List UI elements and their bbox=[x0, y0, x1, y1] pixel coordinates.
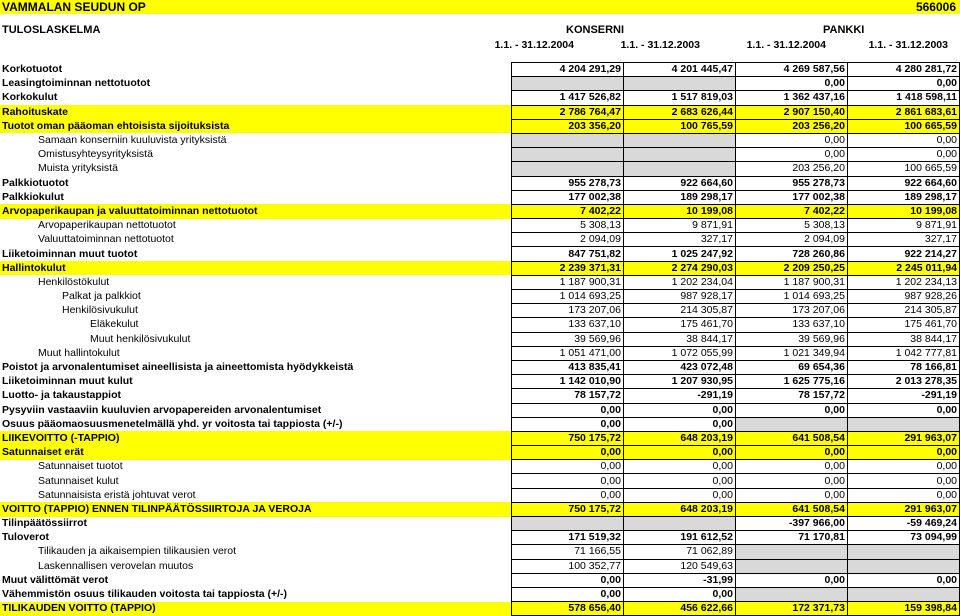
row-value bbox=[847, 545, 959, 559]
table-row bbox=[0, 247, 960, 261]
row-value: 120 549,63 bbox=[623, 559, 735, 573]
table-row bbox=[0, 531, 960, 545]
table-row bbox=[0, 346, 960, 360]
bank-code: 566006 bbox=[915, 0, 956, 14]
period-header: 1.1. - 31.12.2004 bbox=[746, 39, 826, 51]
row-label: Liiketoiminnan muut tuotot bbox=[2, 247, 138, 260]
row-label: Satunnaiset kulut bbox=[38, 474, 119, 487]
group-konserni: KONSERNI bbox=[566, 24, 625, 36]
row-value: 133 637,10 bbox=[735, 318, 847, 332]
row-value: 327,17 bbox=[847, 233, 959, 247]
table-row bbox=[0, 105, 960, 119]
row-value bbox=[511, 162, 623, 176]
table-row bbox=[0, 304, 960, 318]
row-value: 69 654,36 bbox=[735, 360, 847, 374]
row-label: Korkotuotot bbox=[2, 63, 63, 76]
row-value: 7 402,22 bbox=[511, 204, 623, 218]
row-value: 39 569,96 bbox=[735, 332, 847, 346]
row-value: 1 202 234,13 bbox=[847, 275, 959, 289]
row-label: Henkilöstökulut bbox=[38, 275, 110, 288]
table-row bbox=[0, 77, 960, 91]
row-value: 175 461,70 bbox=[623, 318, 735, 332]
row-value: -59 469,24 bbox=[847, 517, 959, 531]
row-label: Tuloverot bbox=[2, 531, 50, 544]
row-value: 1 014 693,25 bbox=[511, 290, 623, 304]
row-value: 203 256,20 bbox=[735, 162, 847, 176]
table-row bbox=[0, 573, 960, 587]
row-label: Arvopaperikaupan nettotuotot bbox=[38, 219, 176, 232]
row-label: Samaan konserniin kuuluvista yrityksistä bbox=[38, 134, 227, 147]
row-value: 1 517 819,03 bbox=[623, 91, 735, 105]
row-value: 38 844,17 bbox=[847, 332, 959, 346]
row-value: 0,00 bbox=[847, 133, 959, 147]
row-value: 78 166,81 bbox=[847, 360, 959, 374]
row-value: 648 203,19 bbox=[623, 431, 735, 445]
row-value: 191 612,52 bbox=[623, 531, 735, 545]
table-row bbox=[0, 290, 960, 304]
row-value: 189 298,17 bbox=[623, 190, 735, 204]
row-value: 456 622,66 bbox=[623, 602, 735, 616]
row-value: 1 014 693,25 bbox=[735, 290, 847, 304]
row-value: 0,00 bbox=[623, 587, 735, 601]
row-value: 4 204 291,29 bbox=[511, 63, 623, 77]
row-label: Satunnaisista eristä johtuvat verot bbox=[38, 488, 196, 501]
row-label: Tilikauden ja aikaisempien tilikausien verot bbox=[38, 545, 237, 558]
row-value: 0,00 bbox=[511, 474, 623, 488]
row-value: 955 278,73 bbox=[735, 176, 847, 190]
table-row bbox=[0, 502, 960, 516]
row-value: 2 786 764,47 bbox=[511, 105, 623, 119]
row-label: Muista yrityksistä bbox=[38, 162, 118, 175]
row-label: Pysyviin vastaaviin kuuluvien arvopapereiden arvonalentumiset bbox=[2, 403, 322, 416]
table-row bbox=[0, 233, 960, 247]
row-label: Liiketoiminnan muut kulut bbox=[2, 375, 133, 388]
row-value: 2 013 278,35 bbox=[847, 375, 959, 389]
row-value: 0,00 bbox=[735, 77, 847, 91]
row-value: 203 356,20 bbox=[511, 119, 623, 133]
row-label: VOITTO (TAPPIO) ENNEN TILINPÄÄTÖSSIIRTOJA JA VEROJA bbox=[0, 502, 511, 516]
row-value: 0,00 bbox=[511, 403, 623, 417]
row-value: 172 371,73 bbox=[735, 602, 847, 616]
row-value: 0,00 bbox=[623, 403, 735, 417]
row-value: 173 207,06 bbox=[735, 304, 847, 318]
table-row bbox=[0, 417, 960, 431]
row-value bbox=[623, 162, 735, 176]
row-label: TILIKAUDEN VOITTO (TAPPIO) bbox=[0, 602, 511, 616]
table-row bbox=[0, 148, 960, 162]
row-value: 0,00 bbox=[623, 488, 735, 502]
group-pankki: PANKKI bbox=[823, 24, 865, 36]
row-value bbox=[623, 148, 735, 162]
table-row bbox=[0, 190, 960, 204]
row-value bbox=[847, 559, 959, 573]
row-value: 728 260,86 bbox=[735, 247, 847, 261]
row-label: Palkkiotuotot bbox=[2, 176, 69, 189]
row-label: Satunnaiset tuotot bbox=[38, 460, 123, 473]
row-value: 0,00 bbox=[511, 417, 623, 431]
row-label: Vähemmistön osuus tilikauden voitosta tai tappiosta (+/-) bbox=[2, 588, 288, 601]
row-value: 4 280 281,72 bbox=[847, 63, 959, 77]
row-value: 648 203,19 bbox=[623, 502, 735, 516]
table-row bbox=[0, 375, 960, 389]
row-value: 5 308,13 bbox=[735, 219, 847, 233]
row-value: 1 042 777,81 bbox=[847, 346, 959, 360]
row-value: 1 207 930,95 bbox=[623, 375, 735, 389]
row-value: -397 966,00 bbox=[735, 517, 847, 531]
table-row bbox=[0, 204, 960, 218]
table-row bbox=[0, 517, 960, 531]
row-value: 987 928,26 bbox=[847, 290, 959, 304]
table-row bbox=[0, 133, 960, 147]
row-value: 4 201 445,47 bbox=[623, 63, 735, 77]
row-value: 2 239 371,31 bbox=[511, 261, 623, 275]
row-value: 78 157,72 bbox=[735, 389, 847, 403]
row-value: 1 021 349,94 bbox=[735, 346, 847, 360]
row-value: 922 214,27 bbox=[847, 247, 959, 261]
row-value: 641 508,54 bbox=[735, 431, 847, 445]
row-value: 0,00 bbox=[847, 474, 959, 488]
row-value bbox=[511, 133, 623, 147]
income-statement-table bbox=[0, 62, 960, 616]
row-value: 175 461,70 bbox=[847, 318, 959, 332]
row-value: 2 274 290,03 bbox=[623, 261, 735, 275]
row-label: Satunnaiset erät bbox=[0, 446, 511, 460]
row-value: 0,00 bbox=[847, 77, 959, 91]
row-value: 10 199,08 bbox=[623, 204, 735, 218]
row-value: 7 402,22 bbox=[735, 204, 847, 218]
period-header: 1.1. - 31.12.2003 bbox=[868, 39, 948, 51]
row-value: 2 094,09 bbox=[511, 233, 623, 247]
row-value: 0,00 bbox=[735, 474, 847, 488]
row-value: 0,00 bbox=[847, 460, 959, 474]
table-row bbox=[0, 446, 960, 460]
row-value: 0,00 bbox=[735, 133, 847, 147]
row-value: 100 665,59 bbox=[847, 119, 959, 133]
row-value bbox=[511, 148, 623, 162]
table-row bbox=[0, 488, 960, 502]
row-value: 71 166,55 bbox=[511, 545, 623, 559]
row-value: 1 051 471,00 bbox=[511, 346, 623, 360]
row-value: 10 199,08 bbox=[847, 204, 959, 218]
row-value: 578 656,40 bbox=[511, 602, 623, 616]
table-row bbox=[0, 63, 960, 77]
row-value bbox=[511, 77, 623, 91]
row-value: 0,00 bbox=[735, 403, 847, 417]
row-value: 0,00 bbox=[847, 488, 959, 502]
row-label: Muut hallintokulut bbox=[38, 346, 120, 359]
table-row bbox=[0, 162, 960, 176]
row-value: 100 665,59 bbox=[847, 162, 959, 176]
row-value bbox=[735, 417, 847, 431]
row-value bbox=[623, 517, 735, 531]
row-value: 1 187 900,31 bbox=[735, 275, 847, 289]
table-row bbox=[0, 176, 960, 190]
row-value: 1 362 437,16 bbox=[735, 91, 847, 105]
row-value: 2 683 626,44 bbox=[623, 105, 735, 119]
row-value: 177 002,38 bbox=[735, 190, 847, 204]
row-value: 0,00 bbox=[847, 148, 959, 162]
row-value: 9 871,91 bbox=[847, 219, 959, 233]
row-label: Omistusyhteysyrityksistä bbox=[38, 148, 153, 161]
row-value: 78 157,72 bbox=[511, 389, 623, 403]
row-value: 750 175,72 bbox=[511, 502, 623, 516]
row-value: 2 094,09 bbox=[735, 233, 847, 247]
row-label: Arvopaperikaupan ja valuuttatoiminnan nettotuotot bbox=[0, 204, 511, 218]
row-label: Valuuttatoiminnan nettotuotot bbox=[38, 233, 174, 246]
table-row bbox=[0, 474, 960, 488]
row-value: 1 187 900,31 bbox=[511, 275, 623, 289]
row-value: 203 256,20 bbox=[735, 119, 847, 133]
table-row bbox=[0, 360, 960, 374]
row-value: 750 175,72 bbox=[511, 431, 623, 445]
row-value: 0,00 bbox=[511, 446, 623, 460]
row-value: 2 245 011,94 bbox=[847, 261, 959, 275]
table-row bbox=[0, 559, 960, 573]
row-value: 0,00 bbox=[623, 460, 735, 474]
row-value: 423 072,48 bbox=[623, 360, 735, 374]
row-value: 2 907 150,40 bbox=[735, 105, 847, 119]
row-value: 4 269 587,56 bbox=[735, 63, 847, 77]
row-value: 1 202 234,04 bbox=[623, 275, 735, 289]
row-value: 71 062,89 bbox=[623, 545, 735, 559]
header-bar bbox=[0, 0, 960, 14]
row-label: Poistot ja arvonalentumiset aineellisista ja aineettomista hyödykkeistä bbox=[2, 361, 354, 374]
row-label: Korkokulut bbox=[2, 91, 58, 104]
table-row bbox=[0, 318, 960, 332]
row-value bbox=[623, 77, 735, 91]
row-value: 641 508,54 bbox=[735, 502, 847, 516]
table-row bbox=[0, 219, 960, 233]
table-row bbox=[0, 261, 960, 275]
row-value bbox=[847, 417, 959, 431]
row-label: Tilinpäätössiirrot bbox=[2, 517, 87, 530]
table-row bbox=[0, 389, 960, 403]
row-value: 38 844,17 bbox=[623, 332, 735, 346]
row-value: 0,00 bbox=[847, 446, 959, 460]
table-row bbox=[0, 431, 960, 445]
row-label: Tuotot oman pääoman ehtoisista sijoituksista bbox=[0, 119, 511, 133]
row-label: Luotto- ja takaustappiot bbox=[2, 389, 121, 402]
row-value: 0,00 bbox=[511, 460, 623, 474]
row-value: 214 305,87 bbox=[847, 304, 959, 318]
row-value: 9 871,91 bbox=[623, 219, 735, 233]
row-value: 0,00 bbox=[623, 446, 735, 460]
row-value: 189 298,17 bbox=[847, 190, 959, 204]
row-value: 955 278,73 bbox=[511, 176, 623, 190]
row-value: 0,00 bbox=[623, 417, 735, 431]
period-header: 1.1. - 31.12.2004 bbox=[494, 39, 574, 51]
period-header: 1.1. - 31.12.2003 bbox=[620, 39, 700, 51]
row-value: 100 765,59 bbox=[623, 119, 735, 133]
row-value: 987 928,17 bbox=[623, 290, 735, 304]
table-row bbox=[0, 91, 960, 105]
row-value: 291 963,07 bbox=[847, 431, 959, 445]
row-value: -291,19 bbox=[623, 389, 735, 403]
row-value: 2 209 250,25 bbox=[735, 261, 847, 275]
row-value: 0,00 bbox=[735, 460, 847, 474]
row-value: 73 094,99 bbox=[847, 531, 959, 545]
row-value: 0,00 bbox=[511, 488, 623, 502]
bank-name: VAMMALAN SEUDUN OP bbox=[2, 0, 146, 14]
table-row bbox=[0, 332, 960, 346]
row-value bbox=[735, 559, 847, 573]
row-value: 0,00 bbox=[847, 403, 959, 417]
table-row bbox=[0, 545, 960, 559]
table-row bbox=[0, 602, 960, 616]
row-label: Leasingtoiminnan nettotuotot bbox=[2, 77, 151, 90]
report-title: TULOSLASKELMA bbox=[2, 24, 101, 36]
row-value: 1 142 010,90 bbox=[511, 375, 623, 389]
row-label: Muut henkilösivukulut bbox=[90, 332, 191, 345]
row-label: Palkkiokulut bbox=[2, 190, 64, 203]
row-value: 0,00 bbox=[511, 587, 623, 601]
row-label: Palkat ja palkkiot bbox=[62, 290, 141, 303]
row-value: 847 751,82 bbox=[511, 247, 623, 261]
row-value: 327,17 bbox=[623, 233, 735, 247]
row-value: 1 417 526,82 bbox=[511, 91, 623, 105]
row-value bbox=[735, 545, 847, 559]
row-label: Laskennallisen verovelan muutos bbox=[38, 559, 194, 572]
row-value: 1 025 247,92 bbox=[623, 247, 735, 261]
row-value: 171 519,32 bbox=[511, 531, 623, 545]
row-value: 159 398,84 bbox=[847, 602, 959, 616]
row-value bbox=[623, 133, 735, 147]
row-value: 1 072 055,99 bbox=[623, 346, 735, 360]
row-label: Hallintokulut bbox=[0, 261, 511, 275]
row-value: -31,99 bbox=[623, 573, 735, 587]
row-label: Rahoituskate bbox=[0, 105, 511, 119]
row-value: 5 308,13 bbox=[511, 219, 623, 233]
row-value: 0,00 bbox=[735, 488, 847, 502]
row-label: Eläkekulut bbox=[90, 318, 139, 331]
row-label: Muut välittömät verot bbox=[2, 573, 109, 586]
row-value: -291,19 bbox=[847, 389, 959, 403]
row-value: 71 170,81 bbox=[735, 531, 847, 545]
row-value: 2 861 683,61 bbox=[847, 105, 959, 119]
row-value bbox=[511, 517, 623, 531]
row-value: 177 002,38 bbox=[511, 190, 623, 204]
row-value: 133 637,10 bbox=[511, 318, 623, 332]
table-row bbox=[0, 119, 960, 133]
table-row bbox=[0, 460, 960, 474]
row-value: 100 352,77 bbox=[511, 559, 623, 573]
table-row bbox=[0, 403, 960, 417]
row-value: 39 569,96 bbox=[511, 332, 623, 346]
row-value: 0,00 bbox=[623, 474, 735, 488]
row-label: Osuus pääomaosuusmenetelmällä yhd. yr voitosta tai tappiosta (+/-) bbox=[2, 417, 343, 430]
row-value: 0,00 bbox=[511, 573, 623, 587]
row-value: 1 625 775,16 bbox=[735, 375, 847, 389]
row-value: 173 207,06 bbox=[511, 304, 623, 318]
row-value: 0,00 bbox=[847, 573, 959, 587]
row-value: 922 664,60 bbox=[623, 176, 735, 190]
row-value: 214 305,87 bbox=[623, 304, 735, 318]
row-value: 0,00 bbox=[735, 573, 847, 587]
row-value: 0,00 bbox=[735, 148, 847, 162]
row-value: 0,00 bbox=[735, 446, 847, 460]
table-row bbox=[0, 275, 960, 289]
row-label: Henkilösivukulut bbox=[62, 304, 138, 317]
row-value: 1 418 598,11 bbox=[847, 91, 959, 105]
row-label: LIIKEVOITTO (-TAPPIO) bbox=[0, 431, 511, 445]
row-value: 413 835,41 bbox=[511, 360, 623, 374]
row-value: 922 664,60 bbox=[847, 176, 959, 190]
row-value: 291 963,07 bbox=[847, 502, 959, 516]
